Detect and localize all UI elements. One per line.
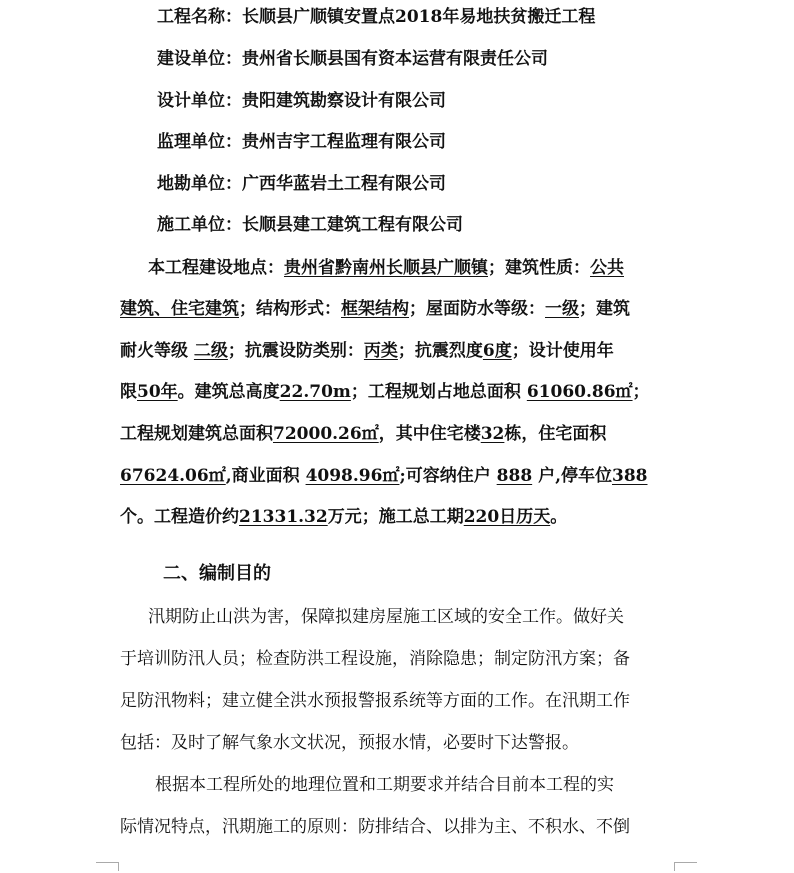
info-label: 工程名称： (157, 7, 242, 27)
section-heading: 二、编制目的 (163, 563, 271, 584)
survey-unit-line (157, 172, 446, 196)
overview-line-7 (120, 505, 567, 529)
design-unit-line (157, 89, 446, 113)
principle-line-2: 际情况特点，汛期施工的原则：防排结合、以排为主、不积水、不倒 (120, 817, 630, 837)
overview-value: 72000.26㎡ (273, 424, 379, 444)
page-corner-mark-right (674, 862, 697, 871)
supervision-unit-line (157, 130, 446, 154)
page-corner-mark-left (96, 862, 119, 871)
overview-line-1 (148, 256, 624, 280)
overview-value: 6度 (482, 341, 512, 361)
info-value: 贵州省长顺县国有资本运营有限责任公司 (242, 49, 548, 69)
overview-text: ;可容纳住户 (399, 466, 491, 486)
purpose-line-1: 汛期防止山洪为害，保障拟建房屋施工区域的安全工作。做好关 (148, 607, 624, 627)
overview-text: 本工程建设地点： (148, 258, 284, 278)
overview-text: ,商业面积 (225, 466, 300, 486)
overview-value: 32 (480, 424, 505, 444)
overview-text: ； (632, 382, 650, 402)
overview-line-2 (120, 297, 630, 321)
info-value: 长顺县广顺镇安置点2018年易地扶贫搬迁工程 (242, 7, 596, 27)
overview-line-3 (120, 339, 614, 363)
overview-value: 888 (496, 466, 533, 486)
overview-value: 贵州省黔南州长顺县广顺镇 (284, 258, 488, 278)
overview-value: 一级 (545, 299, 579, 319)
purpose-line-3: 足防汛物料；建立健全洪水预报警报系统等方面的工作。在汛期工作 (120, 691, 630, 711)
overview-value: 67624.06㎡ (120, 466, 226, 486)
overview-text: ；建筑 (579, 299, 630, 319)
info-value: 贵阳建筑勘察设计有限公司 (242, 91, 446, 111)
overview-text: ；建筑性质： (488, 258, 590, 278)
overview-text: ；工程规划占地总面积 (350, 382, 521, 402)
overview-text: 限 (120, 382, 137, 402)
overview-value: 公共 (590, 258, 624, 278)
overview-value: 50年 (137, 382, 178, 402)
info-value: 贵州吉宇工程监理有限公司 (242, 132, 446, 152)
info-label: 建设单位： (157, 49, 242, 69)
project-name-line (157, 5, 595, 29)
overview-text: 工程规划建筑总面积 (120, 424, 273, 444)
overview-line-4 (120, 380, 650, 404)
principle-line-1: 根据本工程所处的地理位置和工期要求并结合目前本工程的实 (155, 775, 614, 795)
overview-value: 22.70m (279, 382, 351, 402)
overview-text: ；设计使用年 (511, 341, 614, 361)
purpose-line-2: 于培训防汛人员；检查防洪工程设施，消除隐患；制定防汛方案；备 (120, 649, 630, 669)
overview-text: 。 (550, 507, 568, 527)
contractor-unit-line (157, 213, 463, 237)
overview-text: ；屋面防水等级： (409, 299, 545, 319)
overview-text: ；抗震设防类别： (227, 341, 364, 361)
overview-value: 220日历天 (463, 507, 551, 527)
info-value: 广西华蓝岩土工程有限公司 (242, 174, 446, 194)
overview-line-5 (120, 422, 606, 446)
overview-value: 二级 (193, 341, 228, 361)
overview-line-6 (120, 464, 648, 488)
overview-value: 21331.32 (239, 507, 328, 527)
overview-value: 61060.86㎡ (526, 382, 633, 402)
overview-text: 。建筑总高度 (177, 382, 280, 402)
info-value: 长顺县建工建筑工程有限公司 (242, 215, 463, 235)
overview-value: 丙类 (363, 341, 398, 361)
overview-text: ，其中住宅楼 (378, 424, 481, 444)
overview-value: 建筑、住宅建筑 (120, 299, 239, 319)
overview-value: 框架结构 (341, 299, 409, 319)
overview-text: ；抗震烈度 (397, 341, 483, 361)
overview-text: 栋，住宅面积 (504, 424, 607, 444)
overview-value: 4098.96㎡ (305, 466, 400, 486)
info-label: 监理单位： (157, 132, 242, 152)
construction-unit-line (157, 47, 548, 71)
overview-text: ；结构形式： (239, 299, 341, 319)
purpose-line-4: 包括：及时了解气象水文状况，预报水情，必要时下达警报。 (120, 733, 579, 753)
info-label: 地勘单位： (157, 174, 242, 194)
overview-value: 388 (612, 466, 648, 486)
overview-text: 个。工程造价约 (120, 507, 239, 527)
overview-text: 户,停车位 (538, 466, 612, 486)
info-label: 设计单位： (157, 91, 242, 111)
info-label: 施工单位： (157, 215, 242, 235)
overview-text: 耐火等级 (120, 341, 188, 361)
overview-text: 万元；施工总工期 (327, 507, 464, 527)
